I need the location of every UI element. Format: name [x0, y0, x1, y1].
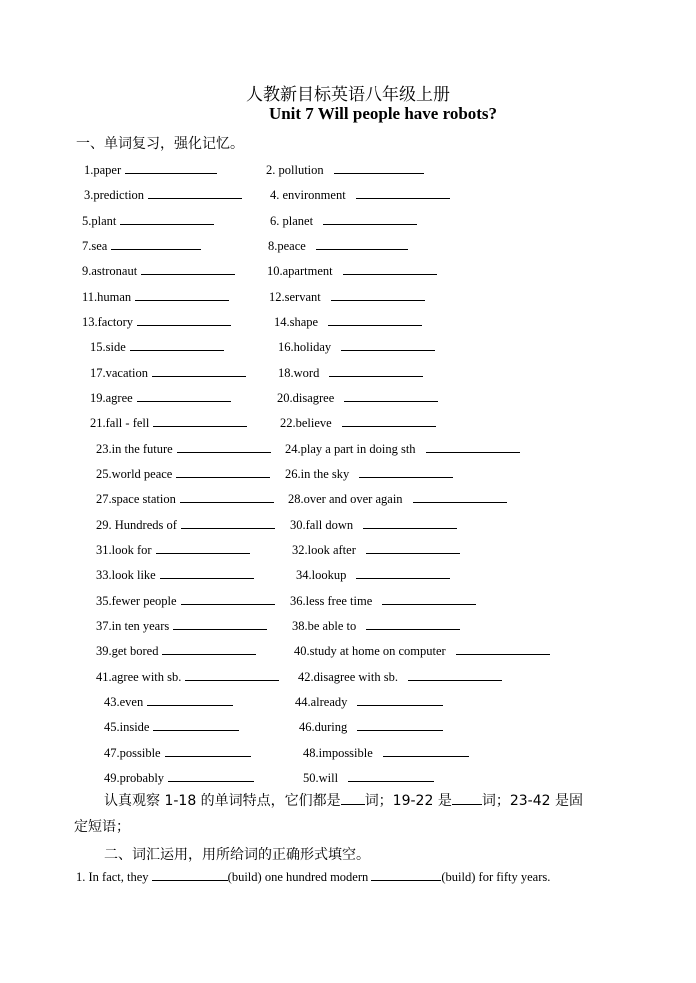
answer-blank[interactable] — [334, 160, 424, 174]
answer-blank[interactable] — [366, 540, 460, 554]
vocab-item — [285, 439, 520, 457]
vocab-item — [277, 388, 438, 406]
answer-blank[interactable] — [152, 363, 246, 377]
vocab-term: 35.fewer people — [96, 594, 177, 608]
vocab-item — [90, 363, 246, 381]
vocab-item — [96, 565, 254, 583]
answer-blank[interactable] — [344, 388, 438, 402]
vocab-term: 46.during — [299, 720, 348, 734]
answer-blank[interactable] — [130, 337, 224, 351]
vocab-item — [104, 692, 233, 710]
vocab-item — [82, 236, 201, 254]
vocab-item — [90, 413, 247, 431]
vocab-term: 31.look for — [96, 543, 152, 557]
vocab-item — [96, 439, 271, 457]
answer-blank[interactable] — [323, 211, 417, 225]
vocab-term: 13.factory — [82, 315, 134, 329]
vocab-item — [84, 185, 242, 203]
vocab-term: 3.prediction — [84, 188, 145, 202]
vocab-item — [104, 717, 239, 735]
answer-blank[interactable] — [357, 717, 443, 731]
answer-blank[interactable] — [185, 667, 279, 681]
answer-blank[interactable] — [348, 768, 434, 782]
vocab-term: 39.get bored — [96, 644, 159, 658]
answer-blank[interactable] — [331, 287, 425, 301]
vocab-item — [267, 261, 437, 279]
vocab-term: 21.fall - fell — [90, 416, 150, 430]
answer-blank[interactable] — [176, 464, 270, 478]
vocab-term: 22.believe — [280, 416, 332, 430]
answer-blank[interactable] — [316, 236, 408, 250]
answer-blank[interactable] — [343, 261, 437, 275]
vocab-term: 40.study at home on computer — [294, 644, 446, 658]
vocab-term: 23.in the future — [96, 442, 173, 456]
vocab-term: 18.word — [278, 366, 320, 380]
vocab-item — [292, 540, 460, 558]
vocab-item — [104, 768, 254, 786]
vocab-item — [82, 312, 231, 330]
answer-blank[interactable] — [147, 692, 233, 706]
answer-blank[interactable] — [165, 743, 251, 757]
answer-blank[interactable] — [180, 489, 274, 503]
vocab-term: 50.will — [303, 771, 339, 785]
vocab-item — [104, 743, 251, 761]
answer-blank[interactable] — [181, 515, 275, 529]
vocab-item — [303, 768, 434, 786]
vocab-item — [96, 489, 274, 507]
vocab-item — [90, 337, 224, 355]
answer-blank[interactable] — [341, 790, 365, 805]
vocab-term: 11.human — [82, 290, 132, 304]
section-1-heading: 一、单词复习，强化记忆。 — [76, 136, 244, 152]
vocab-term: 49.probably — [104, 771, 165, 785]
answer-blank[interactable] — [156, 540, 250, 554]
answer-blank[interactable] — [181, 591, 275, 605]
vocab-item — [96, 464, 270, 482]
exercise-1 — [76, 867, 550, 885]
vocab-item — [290, 515, 457, 533]
vocab-term: 41.agree with sb. — [96, 670, 182, 684]
vocab-item — [280, 413, 436, 431]
vocab-term: 10.apartment — [267, 264, 333, 278]
page-title: 人教新目标英语八年级上册 — [246, 85, 450, 105]
vocab-term: 19.agree — [90, 391, 133, 405]
answer-blank[interactable] — [162, 641, 256, 655]
answer-blank[interactable] — [328, 312, 422, 326]
answer-blank[interactable] — [408, 667, 502, 681]
answer-blank[interactable] — [153, 717, 239, 731]
answer-blank[interactable] — [329, 363, 423, 377]
vocab-item — [278, 337, 435, 355]
answer-blank[interactable] — [137, 312, 231, 326]
vocab-item — [288, 489, 507, 507]
exercise-1-text-c: (build) for fifty years. — [441, 870, 551, 884]
vocab-term: 5.plant — [82, 214, 117, 228]
answer-blank[interactable] — [177, 439, 271, 453]
vocab-term: 45.inside — [104, 720, 150, 734]
answer-blank[interactable] — [125, 160, 217, 174]
vocab-term: 14.shape — [274, 315, 319, 329]
vocab-term: 32.look after — [292, 543, 356, 557]
answer-blank[interactable] — [452, 790, 482, 805]
vocab-item — [266, 160, 424, 178]
vocab-term: 42.disagree with sb. — [298, 670, 398, 684]
vocab-item — [268, 236, 408, 254]
vocab-term: 24.play a part in doing sth — [285, 442, 416, 456]
vocab-item — [96, 591, 275, 609]
vocab-item — [270, 211, 417, 229]
answer-blank[interactable] — [120, 211, 214, 225]
answer-blank[interactable] — [137, 388, 231, 402]
vocab-term: 29. Hundreds of — [96, 518, 177, 532]
vocab-item — [290, 591, 476, 609]
vocab-term: 17.vacation — [90, 366, 148, 380]
vocab-term: 37.in ten years — [96, 619, 170, 633]
vocab-item — [303, 743, 469, 761]
answer-blank[interactable] — [152, 867, 228, 881]
exercise-1-text-b: (build) one hundred modern — [227, 870, 369, 884]
vocab-item — [96, 667, 279, 685]
note-text-3: 词；23-42 是固 — [481, 793, 583, 809]
vocab-term: 9.astronaut — [82, 264, 138, 278]
observation-note — [74, 788, 634, 840]
vocab-item — [96, 540, 250, 558]
vocab-item — [82, 287, 229, 305]
answer-blank[interactable] — [356, 185, 450, 199]
note-text-4: 定短语； — [74, 819, 130, 835]
vocab-term: 34.lookup — [296, 568, 347, 582]
answer-blank[interactable] — [356, 565, 450, 579]
vocab-term: 4. environment — [270, 188, 346, 202]
vocab-term: 30.fall down — [290, 518, 354, 532]
answer-blank[interactable] — [160, 565, 254, 579]
vocab-term: 12.servant — [269, 290, 321, 304]
vocab-item — [96, 616, 267, 634]
answer-blank[interactable] — [341, 337, 435, 351]
vocab-item — [96, 641, 256, 659]
vocab-term: 43.even — [104, 695, 144, 709]
vocab-term: 38.be able to — [292, 619, 357, 633]
vocab-term: 7.sea — [82, 239, 108, 253]
answer-blank[interactable] — [383, 743, 469, 757]
vocab-term: 8.peace — [268, 239, 306, 253]
vocab-term: 16.holiday — [278, 340, 332, 354]
note-text-2: 词；19-22 是 — [364, 793, 452, 809]
answer-blank[interactable] — [342, 413, 436, 427]
note-text-1: 认真观察 1-18 的单词特点，它们都是 — [104, 793, 341, 809]
vocab-item — [299, 717, 443, 735]
vocab-term: 1.paper — [84, 163, 122, 177]
vocab-term: 48.impossible — [303, 746, 373, 760]
section-2-heading: 二、词汇运用，用所给词的正确形式填空。 — [104, 847, 370, 863]
answer-blank[interactable] — [357, 692, 443, 706]
answer-blank[interactable] — [426, 439, 520, 453]
vocab-term: 47.possible — [104, 746, 161, 760]
vocab-item — [285, 464, 453, 482]
vocab-item — [84, 160, 217, 178]
vocab-item — [278, 363, 423, 381]
vocab-term: 26.in the sky — [285, 467, 350, 481]
answer-blank[interactable] — [366, 616, 460, 630]
vocab-term: 15.side — [90, 340, 126, 354]
vocab-term: 20.disagree — [277, 391, 335, 405]
answer-blank[interactable] — [153, 413, 247, 427]
answer-blank[interactable] — [413, 489, 507, 503]
answer-blank[interactable] — [141, 261, 235, 275]
exercise-1-text-a: 1. In fact, they — [76, 870, 149, 884]
vocab-item — [82, 211, 214, 229]
answer-blank[interactable] — [371, 867, 441, 881]
vocab-term: 33.look like — [96, 568, 156, 582]
vocab-item — [295, 692, 443, 710]
vocab-term: 25.world peace — [96, 467, 173, 481]
answer-blank[interactable] — [359, 464, 453, 478]
vocab-term: 6. planet — [270, 214, 314, 228]
answer-blank[interactable] — [363, 515, 457, 529]
vocab-term: 44.already — [295, 695, 348, 709]
vocab-item — [294, 641, 550, 659]
answer-blank[interactable] — [135, 287, 229, 301]
answer-blank[interactable] — [382, 591, 476, 605]
vocab-term: 27.space station — [96, 492, 176, 506]
vocab-item — [96, 515, 275, 533]
unit-title: Unit 7 Will people have robots? — [268, 104, 498, 123]
vocab-term: 28.over and over again — [288, 492, 403, 506]
vocab-term: 2. pollution — [266, 163, 324, 177]
vocab-item — [82, 261, 235, 279]
vocab-item — [270, 185, 450, 203]
vocab-item — [296, 565, 450, 583]
vocab-item — [269, 287, 425, 305]
answer-blank[interactable] — [456, 641, 550, 655]
vocab-item — [298, 667, 502, 685]
vocab-item — [90, 388, 231, 406]
vocab-item — [292, 616, 460, 634]
answer-blank[interactable] — [173, 616, 267, 630]
answer-blank[interactable] — [168, 768, 254, 782]
answer-blank[interactable] — [148, 185, 242, 199]
vocab-term: 36.less free time — [290, 594, 373, 608]
answer-blank[interactable] — [111, 236, 201, 250]
vocab-item — [274, 312, 422, 330]
